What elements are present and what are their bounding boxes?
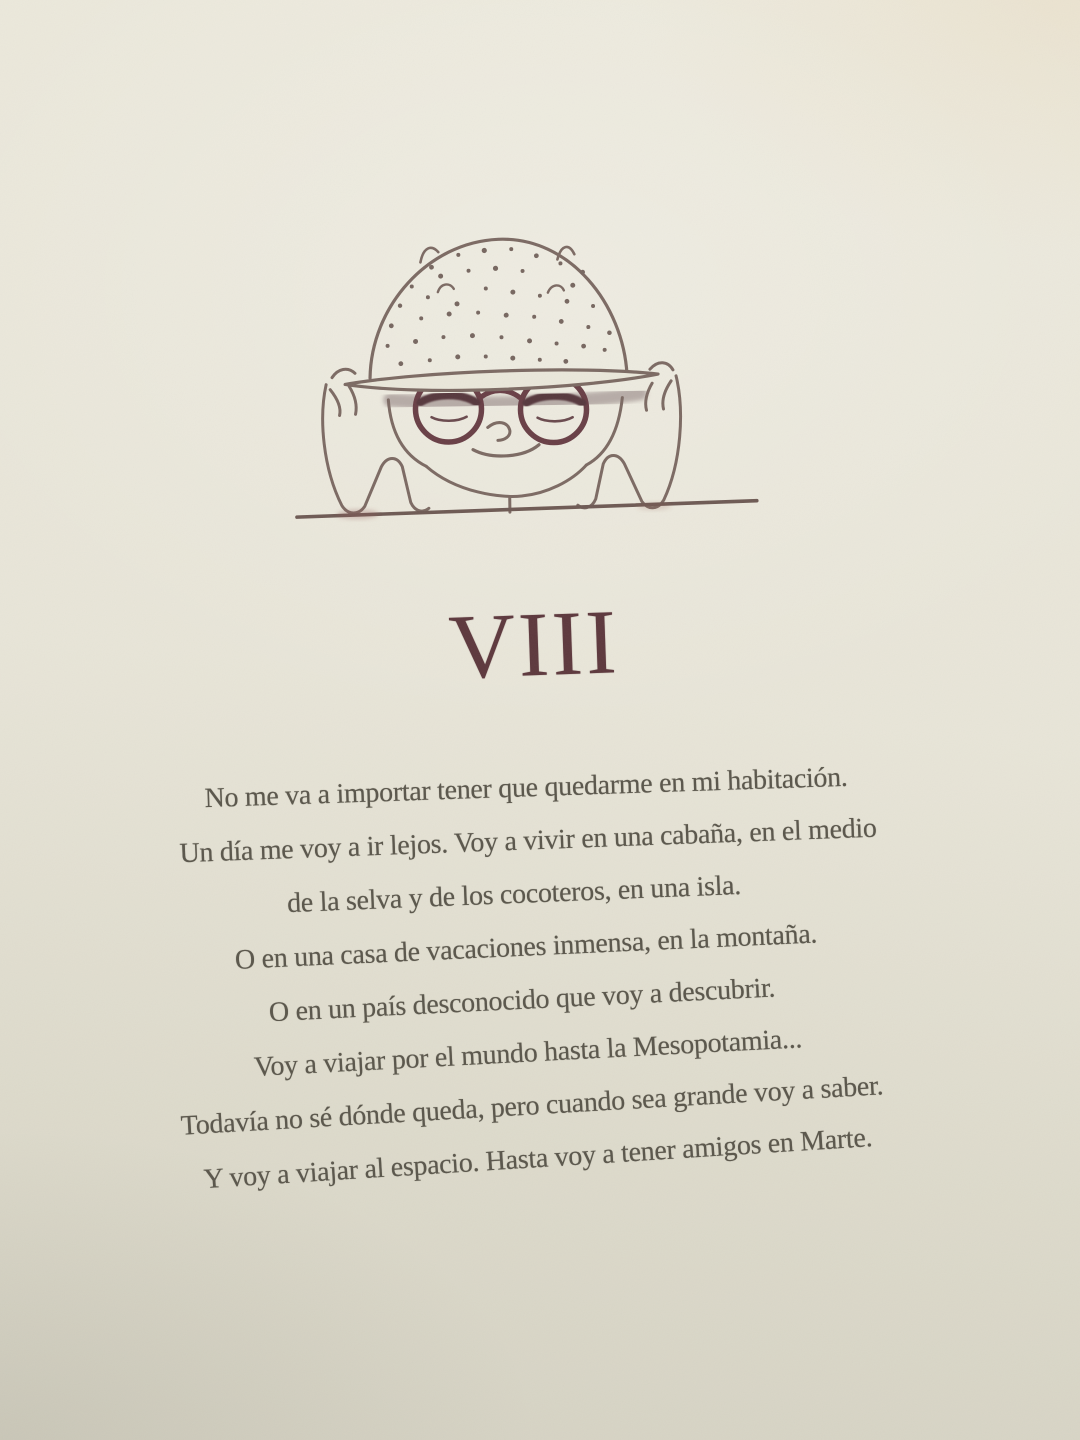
nose xyxy=(488,422,510,440)
chapter-number: VIII xyxy=(447,590,621,699)
chin xyxy=(426,464,586,498)
left-cuff-2 xyxy=(349,386,356,414)
left-cuff xyxy=(330,390,340,416)
body-text-line: O en un país desconocido que voy a descubrir. xyxy=(268,972,776,1029)
body-text-line: O en una casa de vacaciones inmensa, en la montaña. xyxy=(234,918,818,976)
helmet-brim xyxy=(345,368,658,392)
body-text-line: Todavía no sé dónde queda, pero cuando sea grande voy a saber. xyxy=(180,1070,884,1142)
helmet-speckles xyxy=(384,246,612,367)
boy-with-speckled-helmet-illustration xyxy=(278,221,762,528)
elbow-smudge-left xyxy=(337,509,379,520)
body-text-line: Y voy a viajar al espacio. Hasta voy a tener amigos en Marte. xyxy=(202,1122,874,1196)
smile xyxy=(473,445,539,457)
helmet-curl-right xyxy=(548,285,564,292)
chapter-text xyxy=(0,761,1080,1196)
body-text-line: No me va a importar tener que quedarme en mi habitación. xyxy=(204,761,848,815)
helmet-curl-left xyxy=(438,284,454,292)
right-hand xyxy=(650,363,673,371)
body-text-line: Un día me voy a ir lejos. Voy a vivir en una cabaña, en el medio xyxy=(178,812,878,870)
left-hand xyxy=(332,369,355,378)
helmet-nub-right xyxy=(557,247,574,260)
cheek-left xyxy=(388,399,426,467)
right-cuff xyxy=(663,381,672,409)
right-cuff-2 xyxy=(645,383,652,410)
body-text-line: Voy a viajar por el mundo hasta la Mesopotamia... xyxy=(253,1023,803,1083)
helmet-dome xyxy=(368,237,627,378)
body-text-line: de la selva y de los cocoteros, en una isla. xyxy=(286,869,742,920)
